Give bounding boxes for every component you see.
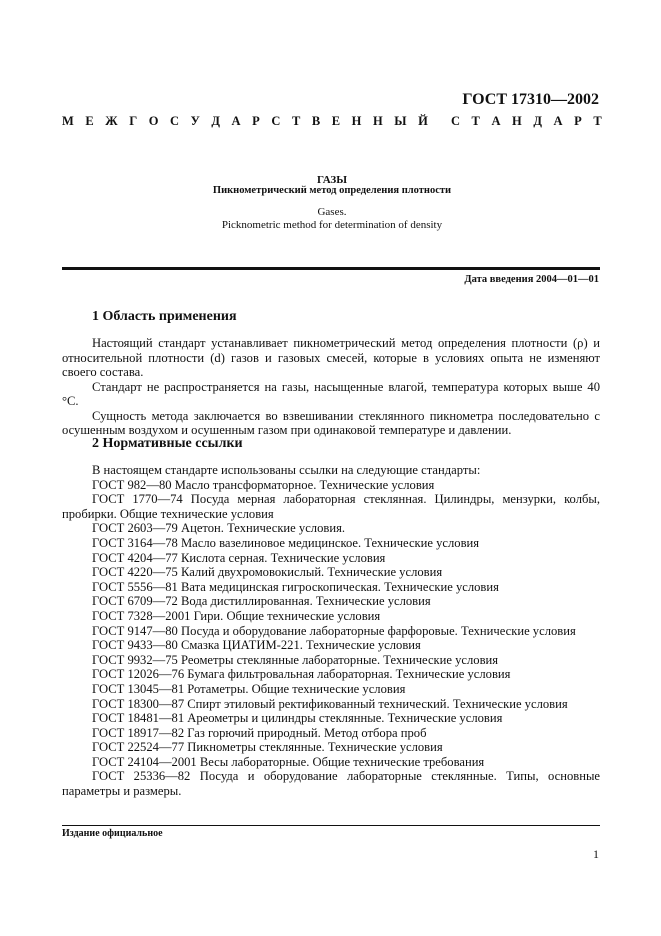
paragraph: Стандарт не распространяется на газы, насыщенные влагой, температура которых выше 40 °С. bbox=[62, 379, 600, 408]
reference-item: ГОСТ 12026—76 Бумага фильтровальная лабораторная. Технические условия bbox=[92, 667, 511, 682]
banner-letter: Р bbox=[252, 114, 260, 128]
reference-item: ГОСТ 2603—79 Ацетон. Технические условия. bbox=[92, 521, 346, 536]
banner-letter: Й bbox=[418, 114, 428, 128]
banner-letter: Д bbox=[533, 114, 542, 128]
banner-letter: Е bbox=[331, 114, 341, 128]
banner-letter: Н bbox=[512, 114, 522, 128]
banner-letter: Р bbox=[574, 114, 582, 128]
banner-letter: А bbox=[553, 114, 563, 128]
references-list bbox=[62, 463, 600, 799]
banner-letter: Г bbox=[129, 114, 138, 128]
banner-letter: Н bbox=[372, 114, 383, 128]
section-1-heading: 1 Область применения bbox=[92, 309, 237, 324]
edition-note: Издание официальное bbox=[62, 828, 163, 839]
standard-banner bbox=[62, 114, 602, 129]
reference-item: ГОСТ 4220—75 Калий двухромовокислый. Технические условия bbox=[92, 565, 443, 580]
reference-item: ГОСТ 9147—80 Посуда и оборудование лабораторные фарфоровые. Технические условия bbox=[92, 623, 576, 638]
english-title: Gases. bbox=[317, 206, 347, 218]
section-2-heading: 2 Нормативные ссылки bbox=[92, 436, 243, 451]
reference-item: ГОСТ 9932—75 Реометры стеклянные лабораторные. Технические условия bbox=[92, 652, 499, 667]
document-title: ГАЗЫ bbox=[316, 174, 348, 186]
page-number: 1 bbox=[593, 847, 599, 861]
banner-letter: А bbox=[491, 114, 501, 128]
banner-letter: Т bbox=[471, 114, 480, 128]
banner-letter: О bbox=[148, 114, 159, 128]
reference-item: ГОСТ 18481—81 Ареометры и цилиндры стеклянные. Технические условия bbox=[92, 711, 503, 726]
banner-letter: Ы bbox=[394, 114, 407, 128]
document-number: ГОСТ 17310—2002 bbox=[462, 91, 599, 108]
reference-item: ГОСТ 3164—78 Масло вазелиновое медицинское. Технические условия bbox=[92, 535, 480, 550]
reference-item: ГОСТ 25336—82 Посуда и оборудование лабораторные стеклянные. Типы, основные параметры и размеры. bbox=[62, 769, 600, 799]
paragraph: Сущность метода заключается во взвешивании стеклянного пикнометра последовательно с осушенным воздухом и осушенным газом при одинаковой температуре и давлении. bbox=[62, 408, 600, 437]
paragraph: Настоящий стандарт устанавливает пикнометрический метод определения плотности (ρ) и относительной плотности (d) газов и газовых смесей, которые в условиях опыта не изменяют своего состава. bbox=[62, 336, 600, 379]
reference-item: ГОСТ 7328—2001 Гири. Общие технические условия bbox=[92, 608, 381, 623]
banner-letter: Н bbox=[351, 114, 362, 128]
banner-letter: В bbox=[311, 114, 321, 128]
banner-letter: С bbox=[450, 114, 460, 128]
banner-letter: Д bbox=[211, 114, 220, 128]
reference-item: ГОСТ 4204—77 Кислота серная. Технические условия bbox=[92, 550, 386, 565]
banner-letter: М bbox=[62, 114, 74, 128]
reference-item: ГОСТ 982—80 Масло трансформаторное. Технические условия bbox=[92, 477, 435, 492]
banner-letter: С bbox=[271, 114, 281, 128]
banner-letter: Е bbox=[85, 114, 94, 128]
banner-letter: А bbox=[231, 114, 241, 128]
reference-item: ГОСТ 1770—74 Посуда мерная лабораторная стеклянная. Цилиндры, мензурки, колбы, пробирки. Общие технические условия bbox=[62, 492, 600, 521]
title-divider bbox=[62, 267, 600, 270]
banner-letter: У bbox=[190, 114, 200, 128]
banner-letter: Т bbox=[291, 114, 301, 128]
reference-item: ГОСТ 9433—80 Смазка ЦИАТИМ-221. Технические условия bbox=[92, 638, 421, 653]
reference-item: ГОСТ 5556—81 Вата медицинская гигроскопическая. Технические условия bbox=[92, 579, 499, 594]
reference-item: ГОСТ 22524—77 Пикнометры стеклянные. Технические условия bbox=[92, 740, 443, 755]
section-1-body bbox=[62, 336, 600, 438]
introduction-date: Дата введения 2004—01—01 bbox=[464, 274, 599, 285]
footer-divider bbox=[62, 825, 600, 826]
reference-item: ГОСТ 6709—72 Вода дистиллированная. Технические условия bbox=[92, 594, 431, 609]
reference-item: ГОСТ 18917—82 Газ горючий природный. Метод отбора проб bbox=[92, 725, 427, 740]
reference-item: ГОСТ 24104—2001 Весы лабораторные. Общие технические требования bbox=[92, 754, 485, 769]
document-subtitle: Пикнометрический метод определения плотности bbox=[212, 185, 452, 196]
english-subtitle: Picknometric method for determination of density bbox=[221, 219, 443, 231]
banner-letter: Ж bbox=[105, 114, 118, 128]
references-intro: В настоящем стандарте использованы ссылки на следующие стандарты: bbox=[92, 463, 481, 477]
banner-letter: Т bbox=[593, 114, 602, 128]
banner-letter: С bbox=[170, 114, 180, 128]
reference-item: ГОСТ 13045—81 Ротаметры. Общие технические условия bbox=[92, 681, 406, 696]
reference-item: ГОСТ 18300—87 Спирт этиловый ректификованный технический. Технические условия bbox=[92, 696, 568, 711]
